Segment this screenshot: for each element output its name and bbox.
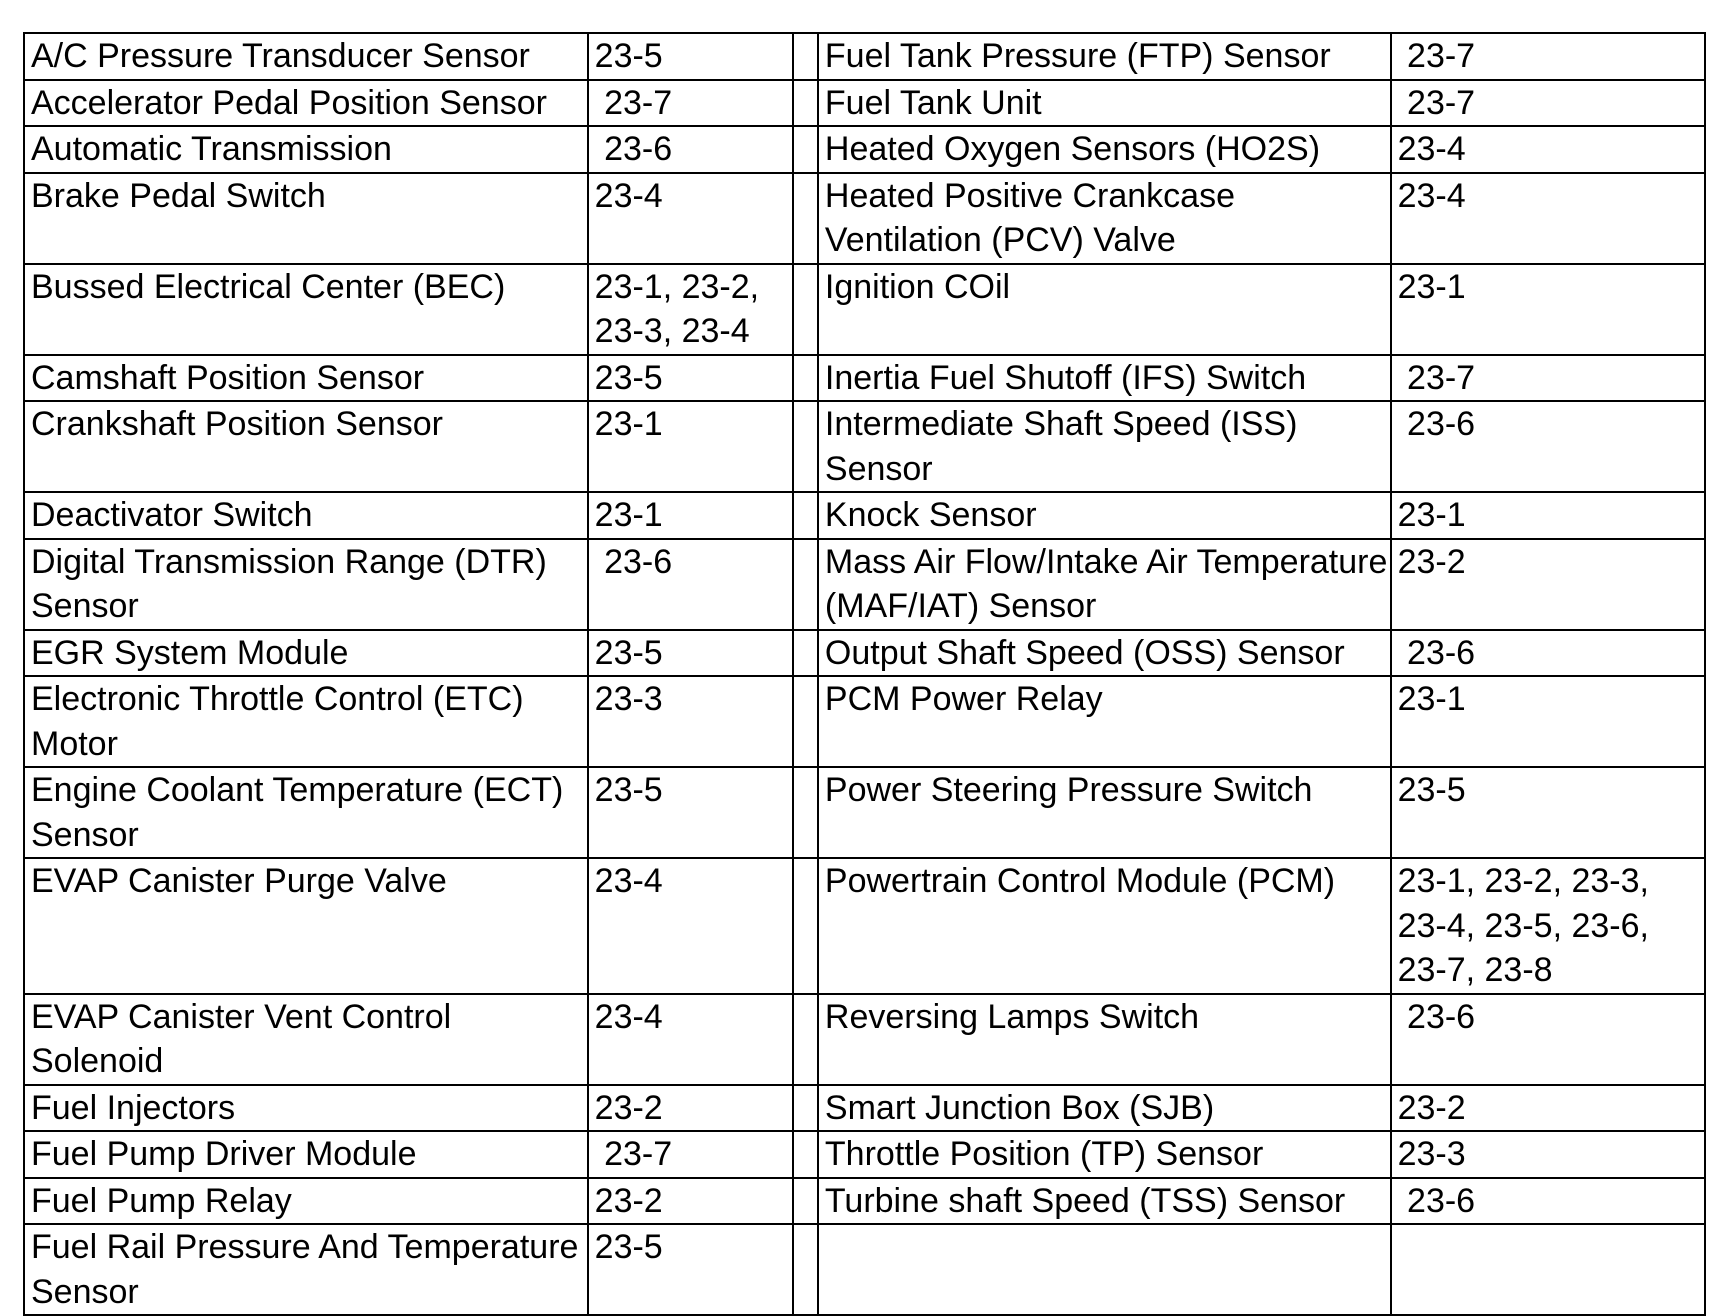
table-row [24, 858, 1705, 994]
column-separator [793, 994, 818, 1085]
right-page-reference: 23-7 [1391, 355, 1705, 402]
right-page-reference: 23-7 [1391, 80, 1705, 127]
column-separator [793, 126, 818, 173]
right-page-reference: 23-3 [1391, 1131, 1705, 1178]
table-row [24, 264, 1705, 355]
left-page-reference: 23-6 [588, 539, 793, 630]
right-component-name: Knock Sensor [818, 492, 1391, 539]
left-page-reference: 23-1 [588, 492, 793, 539]
left-page-reference: 23-3 [588, 676, 793, 767]
left-component-name: Engine Coolant Temperature (ECT) Sensor [24, 767, 588, 858]
left-page-reference: 23-5 [588, 767, 793, 858]
table-row [24, 994, 1705, 1085]
table-row [24, 126, 1705, 173]
component-location-table [23, 32, 1706, 1316]
right-component-name: Ignition COil [818, 264, 1391, 355]
left-page-reference: 23-2 [588, 1085, 793, 1132]
right-component-name: Inertia Fuel Shutoff (IFS) Switch [818, 355, 1391, 402]
left-page-reference: 23-6 [588, 126, 793, 173]
right-page-reference: 23-1 [1391, 676, 1705, 767]
table-body [24, 33, 1705, 1315]
table-row [24, 173, 1705, 264]
column-separator [793, 264, 818, 355]
left-page-reference: 23-4 [588, 858, 793, 994]
left-component-name: Deactivator Switch [24, 492, 588, 539]
right-component-name: Mass Air Flow/Intake Air Temperature (MAF/IAT) Sensor [818, 539, 1391, 630]
right-component-name: PCM Power Relay [818, 676, 1391, 767]
table-row [24, 33, 1705, 80]
left-component-name: Crankshaft Position Sensor [24, 401, 588, 492]
column-separator [793, 676, 818, 767]
left-page-reference: 23-4 [588, 173, 793, 264]
table-row [24, 492, 1705, 539]
right-component-name: Fuel Tank Unit [818, 80, 1391, 127]
left-component-name: Camshaft Position Sensor [24, 355, 588, 402]
right-page-reference: 23-1 [1391, 264, 1705, 355]
left-component-name: Accelerator Pedal Position Sensor [24, 80, 588, 127]
right-page-reference: 23-5 [1391, 767, 1705, 858]
left-page-reference: 23-2 [588, 1178, 793, 1225]
column-separator [793, 33, 818, 80]
table-row [24, 767, 1705, 858]
column-separator [793, 1224, 818, 1315]
left-component-name: Bussed Electrical Center (BEC) [24, 264, 588, 355]
column-separator [793, 492, 818, 539]
column-separator [793, 1131, 818, 1178]
column-separator [793, 355, 818, 402]
left-component-name: EGR System Module [24, 630, 588, 677]
right-page-reference: 23-7 [1391, 33, 1705, 80]
right-component-name: Output Shaft Speed (OSS) Sensor [818, 630, 1391, 677]
right-page-reference: 23-2 [1391, 539, 1705, 630]
right-component-name [818, 1224, 1391, 1315]
right-component-name: Heated Positive Crankcase Ventilation (PCV) Valve [818, 173, 1391, 264]
right-page-reference: 23-6 [1391, 401, 1705, 492]
left-component-name: Automatic Transmission [24, 126, 588, 173]
left-component-name: EVAP Canister Vent Control Solenoid [24, 994, 588, 1085]
table-row [24, 1224, 1705, 1315]
right-page-reference: 23-1, 23-2, 23-3, 23-4, 23-5, 23-6, 23-7, 23-8 [1391, 858, 1705, 994]
right-page-reference [1391, 1224, 1705, 1315]
column-separator [793, 630, 818, 677]
table-row [24, 1085, 1705, 1132]
column-separator [793, 173, 818, 264]
table-row [24, 630, 1705, 677]
right-page-reference: 23-4 [1391, 173, 1705, 264]
left-page-reference: 23-5 [588, 1224, 793, 1315]
left-component-name: Fuel Injectors [24, 1085, 588, 1132]
right-component-name: Throttle Position (TP) Sensor [818, 1131, 1391, 1178]
left-page-reference: 23-7 [588, 80, 793, 127]
right-component-name: Powertrain Control Module (PCM) [818, 858, 1391, 994]
column-separator [793, 80, 818, 127]
table-row [24, 539, 1705, 630]
column-separator [793, 1178, 818, 1225]
left-page-reference: 23-5 [588, 355, 793, 402]
table-row [24, 401, 1705, 492]
right-page-reference: 23-1 [1391, 492, 1705, 539]
right-component-name: Fuel Tank Pressure (FTP) Sensor [818, 33, 1391, 80]
column-separator [793, 1085, 818, 1132]
left-component-name: Digital Transmission Range (DTR) Sensor [24, 539, 588, 630]
column-separator [793, 539, 818, 630]
left-component-name: Fuel Pump Driver Module [24, 1131, 588, 1178]
table-row [24, 1131, 1705, 1178]
table-row [24, 355, 1705, 402]
left-page-reference: 23-7 [588, 1131, 793, 1178]
column-separator [793, 767, 818, 858]
left-component-name: Brake Pedal Switch [24, 173, 588, 264]
right-component-name: Turbine shaft Speed (TSS) Sensor [818, 1178, 1391, 1225]
left-component-name: A/C Pressure Transducer Sensor [24, 33, 588, 80]
right-component-name: Power Steering Pressure Switch [818, 767, 1391, 858]
left-component-name: Fuel Rail Pressure And Temperature Sensor [24, 1224, 588, 1315]
left-page-reference: 23-5 [588, 630, 793, 677]
right-page-reference: 23-2 [1391, 1085, 1705, 1132]
left-component-name: EVAP Canister Purge Valve [24, 858, 588, 994]
left-page-reference: 23-4 [588, 994, 793, 1085]
right-component-name: Reversing Lamps Switch [818, 994, 1391, 1085]
right-component-name: Heated Oxygen Sensors (HO2S) [818, 126, 1391, 173]
right-page-reference: 23-6 [1391, 994, 1705, 1085]
right-page-reference: 23-6 [1391, 630, 1705, 677]
right-page-reference: 23-4 [1391, 126, 1705, 173]
right-page-reference: 23-6 [1391, 1178, 1705, 1225]
table-row [24, 80, 1705, 127]
right-component-name: Intermediate Shaft Speed (ISS) Sensor [818, 401, 1391, 492]
table-row [24, 1178, 1705, 1225]
left-component-name: Fuel Pump Relay [24, 1178, 588, 1225]
column-separator [793, 858, 818, 994]
left-component-name: Electronic Throttle Control (ETC) Motor [24, 676, 588, 767]
left-page-reference: 23-1 [588, 401, 793, 492]
table-row [24, 676, 1705, 767]
left-page-reference: 23-1, 23-2, 23-3, 23-4 [588, 264, 793, 355]
column-separator [793, 401, 818, 492]
left-page-reference: 23-5 [588, 33, 793, 80]
right-component-name: Smart Junction Box (SJB) [818, 1085, 1391, 1132]
